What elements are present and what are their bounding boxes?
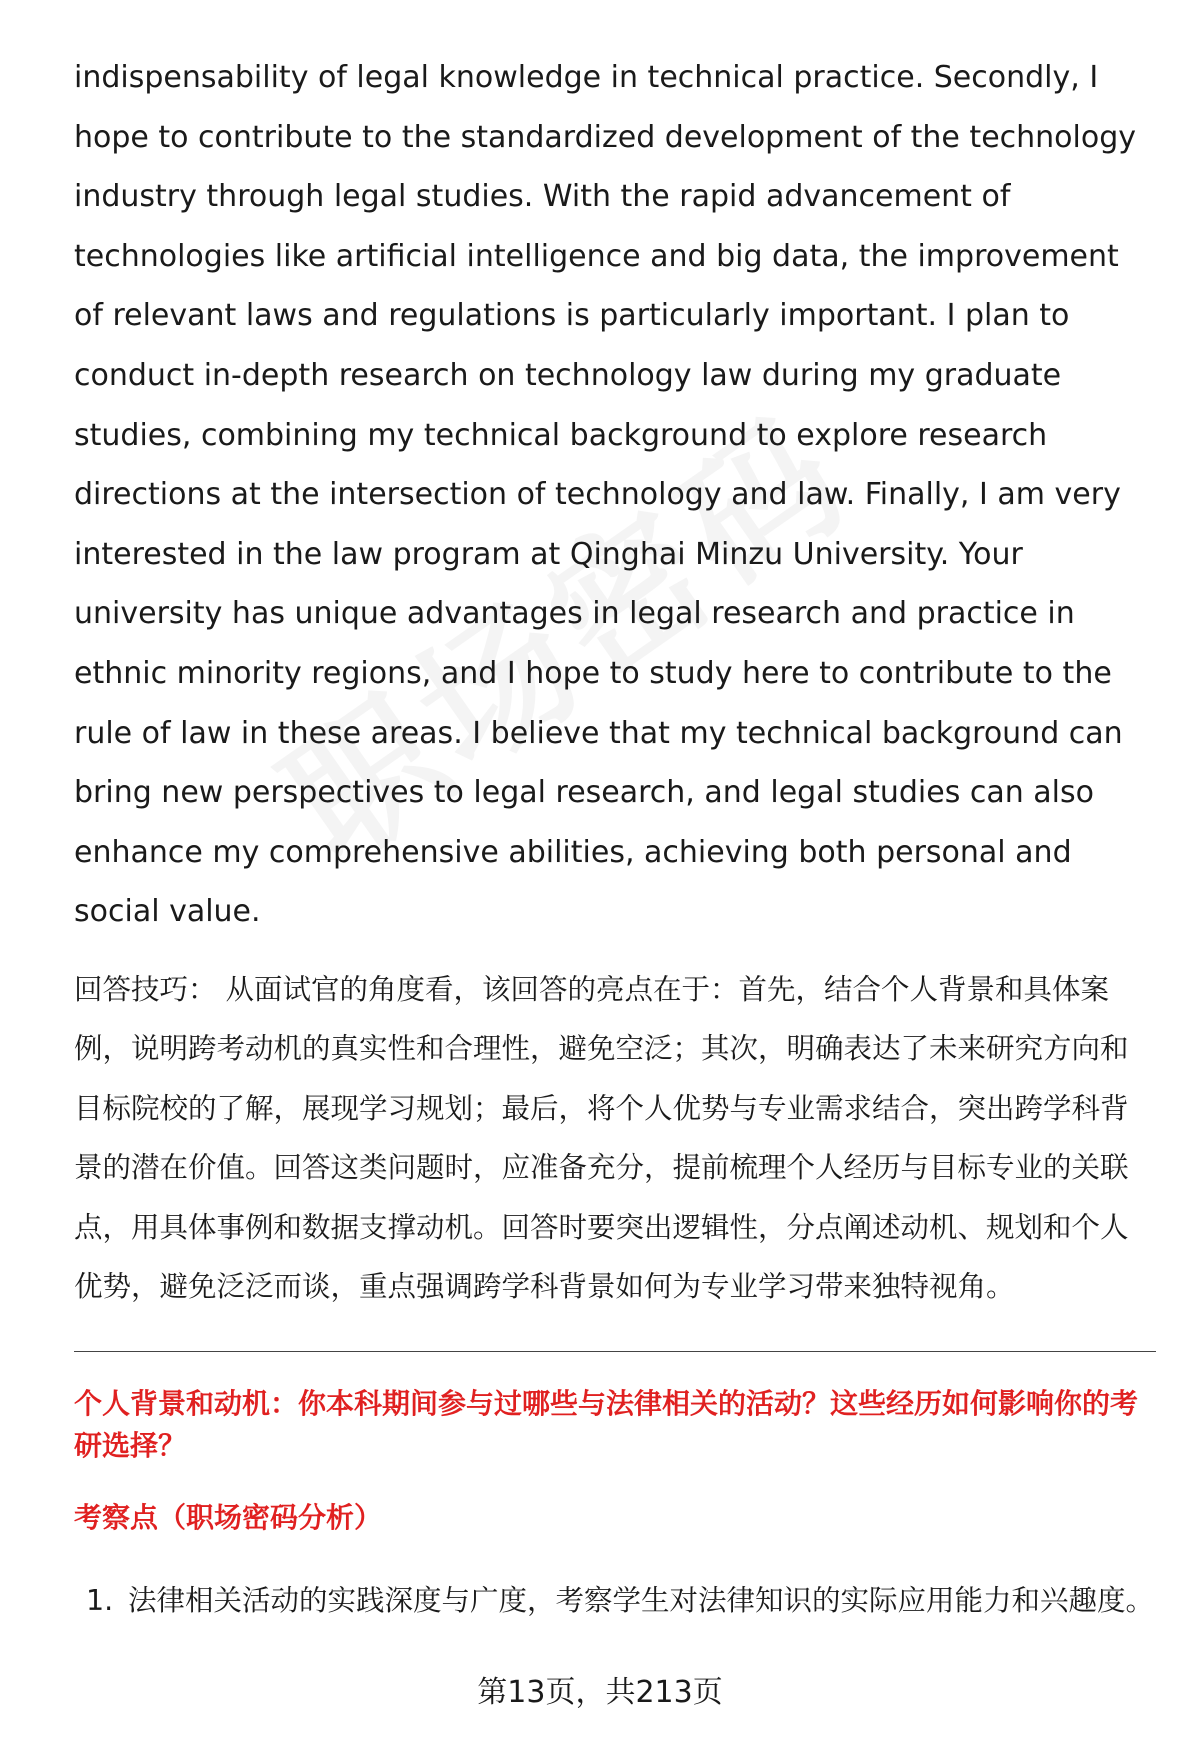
list-item [74, 1571, 1156, 1631]
assessment-subheading: 考察点（职场密码分析） [74, 1500, 383, 1534]
list-item-number: 1. [86, 1583, 114, 1617]
question-heading: 个人背景和动机：你本科期间参与过哪些与法律相关的活动？这些经历如何影响你的考研选择？ [74, 1386, 1139, 1462]
assessment-list [74, 1571, 1156, 1631]
answer-tip-paragraph: 回答技巧： 从面试官的角度看，该回答的亮点在于：首先，结合个人背景和具体案例，说明跨考动机的真实性和合理性，避免空泛；其次，明确表达了未来研究方向和目标院校的了解，展现学习规划；最后，将个人优势与专业需求结合，突出跨学科背景的潜在价值。回答这类问题时，应准备充分，提前梳理个人经历与目标专业的关联点，用具体事例和数据支撑动机。回答时要突出逻辑性，分点阐述动机、规划和个人优势，避免泛泛而谈，重点强调跨学科背景如何为专业学习带来独特视角。 [74, 972, 1129, 1304]
english-paragraph: indispensability of legal knowledge in technical practice. Secondly, I hope to contribute to the standardized development of the technology industry through legal studies. With the rapid advancement of technologies like artificial intelligence and big data, the improvement of relevant laws and regulations is particularly important. I plan to conduct in-depth research on technology law during my graduate studies, combining my technical background to explore research directions at the intersection of technology and law. Finally, I am very interested in the law program at Qinghai Minzu University. Your university has unique advantages in legal research and practice in ethnic minority regions, and I hope to study here to contribute to the rule of law in these areas. I believe that my technical background can bring new perspectives to legal research, and legal studies can also enhance my comprehensive abilities, achieving both personal and social value. [74, 60, 1137, 930]
page-number: 第13页，共213页 [477, 1675, 723, 1710]
list-item-text: 法律相关活动的实践深度与广度，考察学生对法律知识的实际应用能力和兴趣度。 [128, 1583, 1155, 1617]
section-divider [74, 1351, 1156, 1352]
document-body [74, 48, 1156, 1630]
